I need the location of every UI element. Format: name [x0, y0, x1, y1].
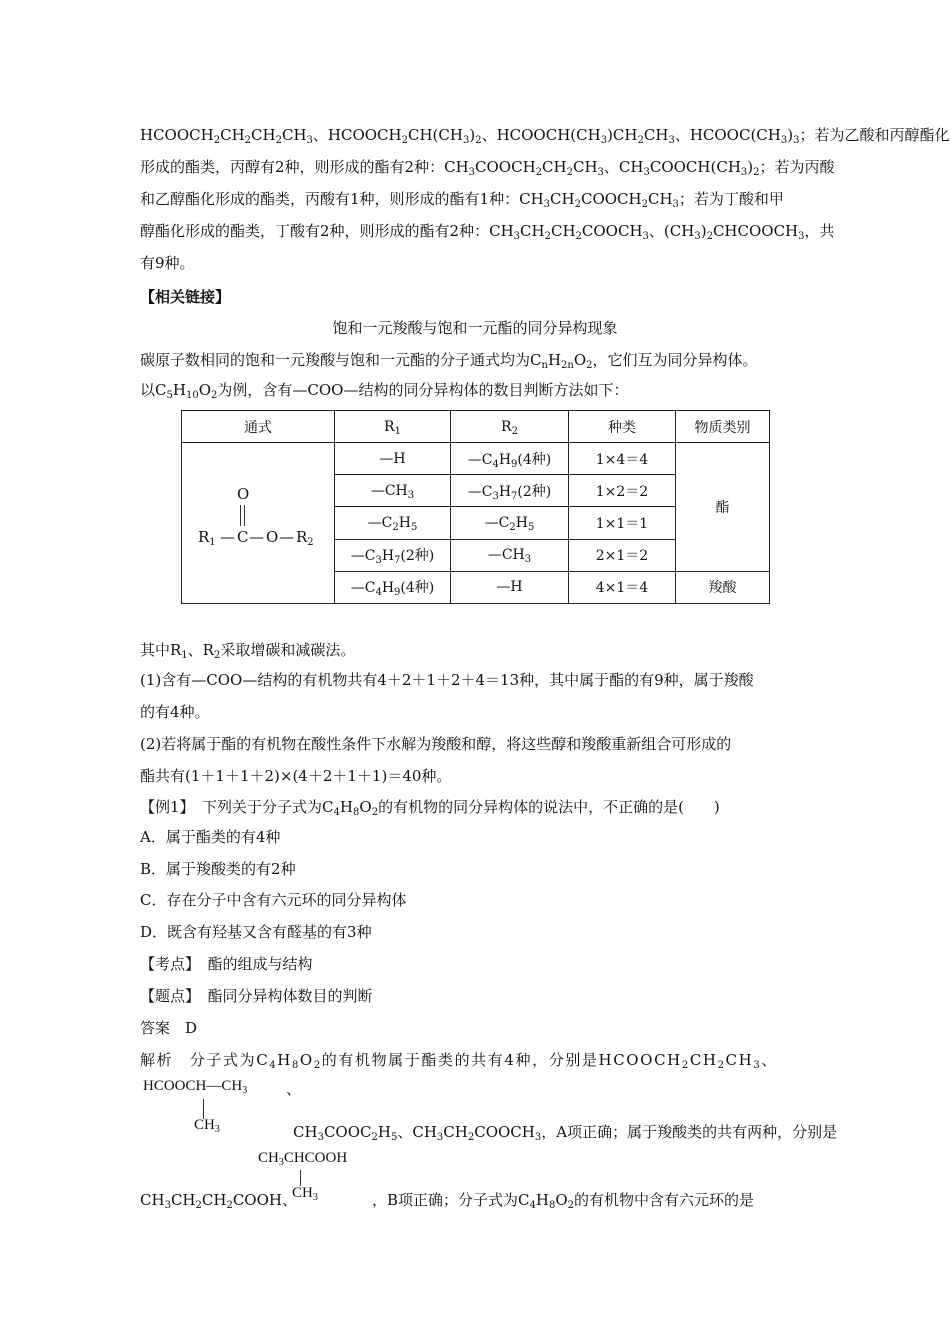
cell-count: 2×1＝2	[569, 539, 676, 571]
intro-line1: 碳原子数相同的饱和一元羧酸与饱和一元酯的分子通式均为$C_nH_{2n}O_2$，它们互为同分异构体。	[140, 351, 758, 371]
example-stem: 【例1】 下列关于分子式为$C_4H_8O_2$的有机物的同分异构体的说法中，不正确的是( )	[140, 798, 720, 818]
header-r1: $R_1$	[335, 411, 451, 443]
ester-oxygen: O	[266, 528, 279, 546]
cell-r2: $—C_3H_7(2$种)	[451, 475, 569, 507]
bond-o-r2: —	[279, 528, 294, 546]
question-point: 【题点】 酯同分异构体数目的判断	[140, 987, 373, 1005]
cell-r1: $—CH_3$	[335, 475, 451, 507]
cell-r1: $—C_4H_9(4$种)	[335, 571, 451, 603]
structure2-branch: $CH_3$	[292, 1185, 318, 1203]
cell-count: 1×4＝4	[569, 443, 676, 475]
cell-r2: $—CH_3$	[451, 539, 569, 571]
cell-count: 1×2＝2	[569, 475, 676, 507]
para1-line4: 醇酯化形成的酯类，丁酸有2种，则形成的酯有2种：$CH_3CH_2CH_2COOCH_3$、$(CH_3)_2CHCOOCH_3$，共	[140, 222, 835, 242]
related-link-label: 【相关链接】	[140, 288, 231, 306]
header-category: 物质类别	[676, 411, 770, 443]
analysis-line1: 解析 分子式为$C_4H_8O_2$的有机物属于酯类的共有4种，分别是$HCOOCH_2CH_2CH_3$、	[140, 1051, 778, 1071]
point1-line1: (1)含有—COO—结构的有机物共有4＋2＋1＋2＋4＝13种，其中属于酯的有9种，属于羧酸	[140, 671, 754, 689]
structure1-branch-bond	[203, 1099, 204, 1119]
structure1-main: $HCOOCH—CH_3$	[143, 1078, 248, 1096]
structure1-branch: $CH_3$	[194, 1117, 220, 1135]
exam-point: 【考点】 酯的组成与结构	[140, 955, 313, 973]
intro-line2: 以$C_5H_{10}O_2$为例，含有—COO—结构的同分异构体的数目判断方法如下：	[140, 381, 629, 401]
structure2-branch-bond	[300, 1170, 301, 1186]
bond-r1-c: —	[220, 528, 235, 546]
point1-line2: 的有4种。	[140, 703, 210, 721]
cell-r1: $—C_2H_5$	[335, 507, 451, 539]
cell-r1: $—C_3H_7(2$种)	[335, 539, 451, 571]
para1-line3: 和乙醇酯化形成的酯类，丙酸有1种，则形成的酯有1种：$CH_3CH_2COOCH_2CH_3$；若为丁酸和甲	[140, 190, 784, 210]
carbonyl-oxygen: O	[237, 485, 250, 503]
structure1-separator: 、	[286, 1082, 302, 1098]
analysis-line3a: $CH_3CH_2CH_2COOH$、	[140, 1191, 297, 1211]
cell-r2: $—C_2H_5$	[451, 507, 569, 539]
cell-r1: —H	[335, 443, 451, 475]
header-r2: $R_2$	[451, 411, 569, 443]
double-bond-line-b	[244, 505, 245, 526]
cell-count: 1×1＝1	[569, 507, 676, 539]
r2-group: $R_2$	[296, 528, 314, 548]
option-c: C．存在分子中含有六元环的同分异构体	[140, 891, 407, 909]
analysis-line2: $CH_3COOC_2H_5$、$CH_3CH_2COOCH_3$，A项正确；属于羧酸类的共有两种，分别是	[293, 1123, 838, 1143]
isomer-table	[181, 410, 770, 604]
para1-line5: 有9种。	[140, 254, 195, 272]
cell-r2: —H	[451, 571, 569, 603]
r1-group: $R_1$	[198, 528, 216, 548]
section-title: 饱和一元羧酸与饱和一元酯的同分异构现象	[332, 319, 618, 337]
category-ester: 酯	[676, 443, 770, 572]
answer: 答案 D	[140, 1019, 198, 1037]
option-d: D．既含有羟基又含有醛基的有3种	[140, 923, 372, 941]
bond-c-o: —	[249, 528, 264, 546]
table-row	[182, 443, 770, 475]
header-count: 种类	[569, 411, 676, 443]
point2-line2: 酯共有(1＋1＋1＋2)×(4＋2＋1＋1)＝40种。	[140, 767, 452, 785]
structure2-main: $CH_3CHCOOH$	[258, 1150, 348, 1168]
header-formula: 通式	[182, 411, 335, 443]
cell-count: 4×1＝4	[569, 571, 676, 603]
category-acid: 羧酸	[676, 571, 770, 603]
method-note: 其中$R_1$、$R_2$采取增碳和减碳法。	[140, 641, 356, 661]
option-a: A．属于酯类的有4种	[140, 828, 281, 846]
point2-line1: (2)若将属于酯的有机物在酸性条件下水解为羧酸和醇，将这些醇和羧酸重新组合可形成的	[140, 735, 732, 753]
option-b: B．属于羧酸类的有2种	[140, 860, 296, 878]
cell-r2: $—C_4H_9(4$种)	[451, 443, 569, 475]
carbon-atom: C	[237, 528, 249, 546]
ester-structure	[182, 443, 334, 603]
general-formula-cell	[182, 443, 335, 604]
para1-line1: $HCOOCH_2CH_2CH_2CH_3$、$HCOOCH_2CH(CH_3)_2$、$HCOOCH(CH_3)CH_2CH_3$、$HCOOC(CH_3)_3$；若为乙酸和丙醇酯化	[140, 126, 950, 146]
analysis-line3b: ，B项正确；分子式为$C_4H_8O_2$的有机物中含有六元环的是	[372, 1191, 755, 1211]
para1-line2: 形成的酯类，丙醇有2种，则形成的酯有2种：$CH_3COOCH_2CH_2CH_3$、$CH_3COOCH(CH_3)_2$；若为丙酸	[140, 158, 835, 178]
table-header-row	[182, 411, 770, 443]
double-bond-line-a	[240, 505, 241, 526]
